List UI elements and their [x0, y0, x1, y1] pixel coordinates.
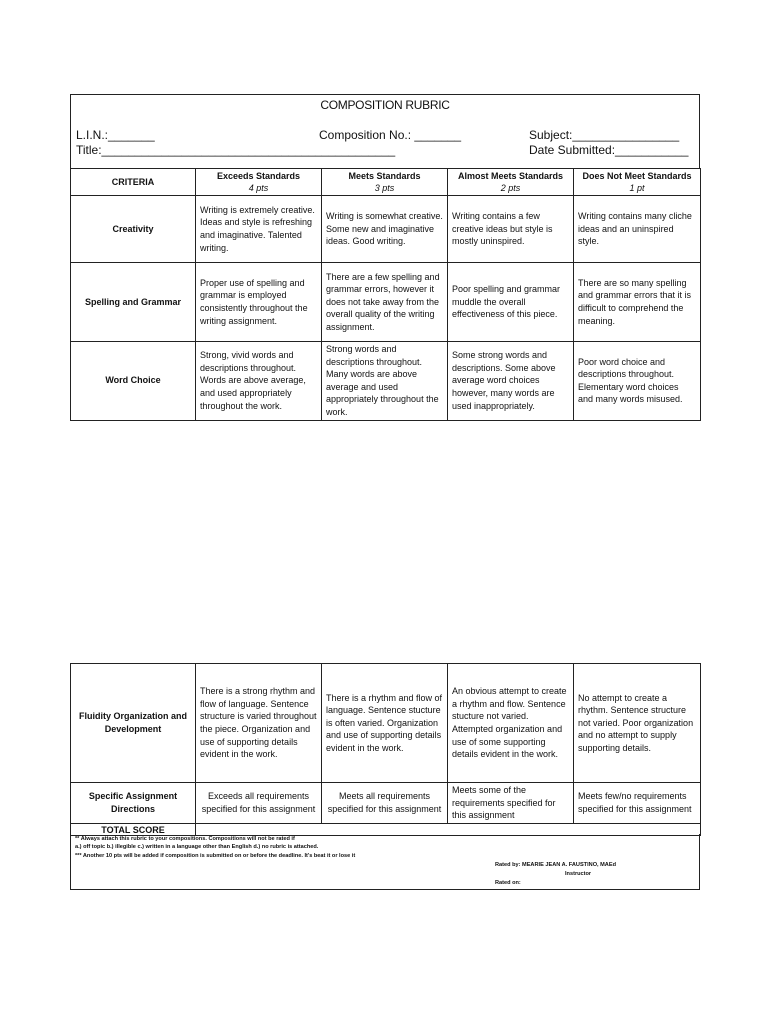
level-label: Almost Meets Standards	[457, 171, 564, 181]
rated-on: Rated on:	[495, 880, 521, 886]
descriptor-cell: Writing contains a few creative ideas but style is mostly uninspired.	[448, 196, 574, 263]
instructor-label: Instructor	[565, 871, 592, 877]
descriptor-cell: Meets some of the requirements specified for this assignment	[448, 783, 574, 824]
table-row	[71, 342, 701, 421]
table-row	[71, 196, 701, 263]
rubric-footer	[70, 834, 700, 890]
descriptor-cell: Proper use of spelling and grammar is employed consistently throughout the writing assignment.	[196, 263, 322, 342]
total-score-label: TOTAL SCORE	[71, 824, 196, 836]
criteria-cell: Creativity	[71, 196, 196, 263]
level-pts: 3 pts	[374, 183, 395, 193]
table-header-row	[71, 169, 701, 196]
criteria-cell: Word Choice	[71, 342, 196, 421]
criteria-cell: Spelling and Grammar	[71, 263, 196, 342]
descriptor-cell: Exceeds all requirements specified for this assignment	[196, 783, 322, 824]
rated-by: Rated by: MEARIE JEAN A. FAUSTINO, MAEd	[495, 862, 616, 868]
composition-no-field: Composition No.: _______	[319, 128, 462, 142]
criteria-header: CRITERIA	[71, 169, 196, 196]
subject-field: Subject:________________	[529, 128, 680, 142]
level-label: Does Not Meet Standards	[582, 171, 692, 181]
title-field: Title:____________________________________________	[76, 143, 396, 157]
descriptor-cell: Meets few/no requirements specified for this assignment	[574, 783, 701, 824]
level-pts: 4 pts	[248, 183, 269, 193]
descriptor-cell: There is a strong rhythm and flow of language. Sentence structure is varied throughout the piece. Organization and use of supporting details evident in the work.	[196, 664, 322, 783]
descriptor-cell: Strong words and descriptions throughout. Many words are above average and used appropriately throughout the work.	[322, 342, 448, 421]
table-row	[71, 783, 701, 824]
level-label: Exceeds Standards	[216, 171, 301, 181]
table-row	[71, 664, 701, 783]
level-header-does-not-meet	[574, 169, 701, 196]
rubric-table-top	[70, 168, 701, 421]
descriptor-cell: Writing is somewhat creative. Some new and imaginative ideas. Good writing.	[322, 196, 448, 263]
lin-field: L.I.N.:_______	[76, 128, 155, 142]
footer-note: *** Another 10 pts will be added if composition is submitted on or before the deadline. It's beat it or lose it	[75, 853, 356, 859]
level-header-meets	[322, 169, 448, 196]
footer-note: ** Always attach this rubric to your compositions. Compositions will not be rated if	[75, 836, 295, 842]
descriptor-cell: Writing contains many cliche ideas and an uninspired style.	[574, 196, 701, 263]
criteria-cell: Specific Assignment Directions	[71, 783, 196, 824]
date-submitted-field: Date Submitted:___________	[529, 143, 689, 157]
descriptor-cell: Strong, vivid words and descriptions throughout. Words are above average, and used appropriately throughout the work.	[196, 342, 322, 421]
level-header-exceeds	[196, 169, 322, 196]
descriptor-cell: No attempt to create a rhythm. Sentence structure not varied. Poor organization and no attempt to supply supporting details.	[574, 664, 701, 783]
descriptor-cell: An obvious attempt to create a rhythm and flow. Sentence stucture not varied. Attempted organization and use of some supporting details evident in the work.	[448, 664, 574, 783]
level-pts: 1 pt	[629, 183, 645, 193]
descriptor-cell: Poor word choice and descriptions throughout. Elementary word choices and many words misused.	[574, 342, 701, 421]
rubric-header	[70, 94, 700, 169]
descriptor-cell: There are so many spelling and grammar errors that it is difficult to comprehend the meaning.	[574, 263, 701, 342]
descriptor-cell: There are a few spelling and grammar errors, however it does not take away from the overall quality of the writing assignment.	[322, 263, 448, 342]
level-header-almost	[448, 169, 574, 196]
descriptor-cell: Meets all requirements specified for this assignment	[322, 783, 448, 824]
descriptor-cell: Some strong words and descriptions. Some above average word choices however, many words are used inappropriately.	[448, 342, 574, 421]
descriptor-cell: There is a rhythm and flow of language. Sentence stucture is often varied. Organization and use of supporting details evident in the work.	[322, 664, 448, 783]
level-pts: 2 pts	[500, 183, 521, 193]
descriptor-cell: Writing is extremely creative. Ideas and style is refreshing and imaginative. Talented writing.	[196, 196, 322, 263]
rubric-table-bottom	[70, 663, 701, 836]
table-row	[71, 263, 701, 342]
criteria-cell: Fluidity Organization and Development	[71, 664, 196, 783]
level-label: Meets Standards	[348, 171, 421, 181]
descriptor-cell: Poor spelling and grammar muddle the overall effectiveness of this piece.	[448, 263, 574, 342]
document-title: COMPOSITION RUBRIC	[320, 98, 450, 112]
footer-note: a.) off topic b.) illegible c.) written in a language other than English d.) no rubric is attached.	[75, 844, 319, 850]
